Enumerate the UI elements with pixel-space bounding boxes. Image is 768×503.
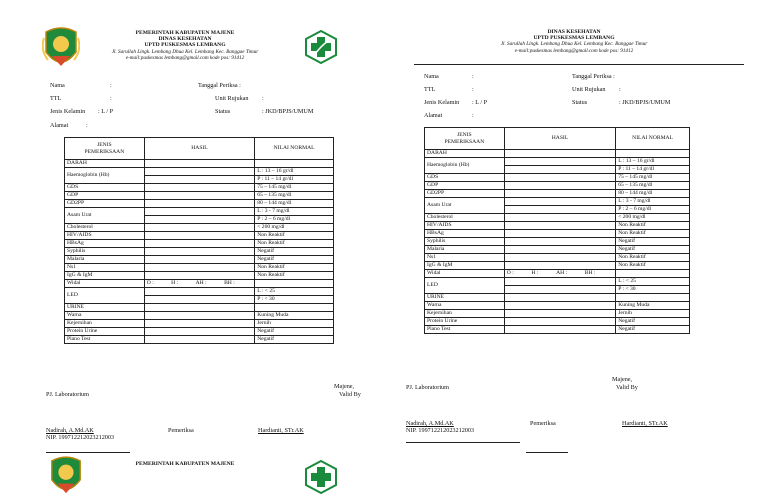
normal-value: Negatif	[616, 246, 690, 254]
label-tanggal-r: Tanggal Periksa :	[572, 73, 615, 80]
result-field[interactable]	[504, 206, 615, 214]
normal-value: Negatif	[616, 318, 690, 326]
exam-name: Syphilis	[425, 238, 505, 246]
widal-fields	[147, 280, 252, 287]
lab-row-plano-test-r	[425, 326, 690, 334]
lab-row-gd2pp	[65, 200, 334, 208]
exam-name: Protein Urine	[425, 318, 505, 326]
result-field[interactable]	[144, 176, 254, 184]
lab-row-kejernihan-r	[425, 310, 690, 318]
result-field[interactable]	[504, 262, 615, 270]
exam-name: DARAH	[425, 150, 505, 158]
exam-name: Asam Urat	[425, 198, 505, 214]
normal-value: L : 3 - 7 mg/dl	[255, 208, 334, 216]
result-field[interactable]	[144, 304, 254, 312]
normal-value: L : < 25	[255, 288, 334, 296]
lab-row-syphilis	[65, 248, 334, 256]
normal-value	[255, 160, 334, 168]
exam-name: Widal	[65, 280, 145, 288]
sign-place-r: Majene,	[612, 376, 633, 383]
label-alamat: Alamat	[50, 122, 69, 129]
lab-row-igg-igm	[65, 272, 334, 280]
result-field[interactable]	[144, 200, 254, 208]
normal-value: Negatif	[616, 326, 690, 334]
label-status: Status	[215, 108, 231, 115]
exam-name: Syphilis	[65, 248, 145, 256]
normal-value: Negatif	[255, 256, 334, 264]
normal-value	[616, 150, 690, 158]
result-field[interactable]	[144, 328, 254, 336]
label-nama-r: Nama	[424, 73, 439, 80]
widal-antigen-label: AH :	[195, 280, 207, 286]
normal-value	[616, 294, 690, 302]
colon-nama-r: :	[472, 73, 474, 80]
normal-value: < 200 mg/dl	[255, 224, 334, 232]
lab-row-widal-r	[425, 270, 690, 278]
col-header-hasil-r: HASIL	[504, 128, 615, 150]
colon-alamat-r: :	[472, 112, 474, 119]
result-field[interactable]	[144, 296, 254, 304]
result-field[interactable]	[504, 286, 615, 294]
exam-name: Asam Urat	[65, 208, 145, 224]
label-ttl: TTL	[50, 95, 62, 102]
exam-name: HBsAg	[65, 240, 145, 248]
result-field[interactable]	[504, 326, 615, 334]
value-jenis-kelamin-r: : L / P	[472, 99, 488, 106]
letterhead-right-address: Jl. Sarullah Lingk. Lembang Dhua Kel. Lembang Kec. Banggae Timur	[500, 41, 648, 48]
letterhead-email: e-mail:puskesmas lembang@gmail.com kode pos: 91412	[125, 54, 245, 61]
letterhead-right-dept: DINAS KESEHATAN	[547, 29, 601, 35]
exam-name: LED	[65, 288, 145, 304]
exam-name: Warna	[425, 302, 505, 310]
lab-row-gds-r	[425, 174, 690, 182]
exam-name: IgG & IgM	[425, 262, 505, 270]
col-header-jenis-l2: PEMERIKSAAN	[84, 148, 125, 155]
widal-antigen-label: BH :	[584, 270, 596, 276]
form-page-right	[404, 0, 764, 503]
normal-value: Non Reaktif	[616, 262, 690, 270]
letterhead-bottom-gov: PEMERINTAH KABUPATEN MAJENE	[135, 461, 235, 467]
lab-row-hiv-aids	[65, 232, 334, 240]
lab-row-asam-urat-r	[425, 198, 690, 206]
lab-row-haemoglobin-hb	[65, 168, 334, 176]
normal-value: P : 11 – 14 gr/dl	[255, 176, 334, 184]
result-field[interactable]	[504, 190, 615, 198]
exam-name: GDS	[65, 184, 145, 192]
normal-value: Non Reaktif	[616, 222, 690, 230]
lab-row-gdp-r	[425, 182, 690, 190]
result-field[interactable]	[504, 246, 615, 254]
lab-row-malaria-r	[425, 246, 690, 254]
letterhead-right	[404, 29, 744, 54]
normal-value: Non Reaktif	[255, 232, 334, 240]
result-field[interactable]	[504, 294, 615, 302]
lab-row-malaria	[65, 256, 334, 264]
lab-rows-right	[425, 150, 690, 334]
puskesmas-logo	[304, 30, 338, 64]
col-header-jenis	[65, 138, 145, 160]
colon-nama: :	[110, 82, 112, 89]
result-field[interactable]	[144, 272, 254, 280]
lab-row-urine	[65, 304, 334, 312]
lab-row-gd2pp-r	[425, 190, 690, 198]
sign-name-lab: Nadirah, A.Md.AK	[46, 427, 94, 434]
result-field[interactable]	[504, 270, 615, 278]
result-field[interactable]	[144, 232, 254, 240]
result-field[interactable]	[144, 320, 254, 328]
normal-value: 75 – 145 mg/dl	[255, 184, 334, 192]
exam-name: Kejernihan	[425, 310, 505, 318]
result-field[interactable]	[504, 158, 615, 166]
lab-row-protein-urine	[65, 328, 334, 336]
lab-rows	[65, 160, 334, 344]
value-status: : JKD/BPJS/UMUM	[262, 108, 314, 115]
sign-lab-title-r: PJ. Laboratorium	[406, 384, 449, 391]
sign-name-validator: Hardianti, STr.AK	[258, 427, 304, 434]
result-field[interactable]	[504, 318, 615, 326]
letterhead-bottom	[30, 461, 340, 467]
result-field[interactable]	[144, 208, 254, 216]
label-unit-r: Unit Rujukan	[572, 86, 606, 93]
label-unit: Unit Rujukan	[215, 95, 249, 102]
normal-value: 80 – 144 mg/dl	[255, 200, 334, 208]
lab-row-protein-urine-r	[425, 318, 690, 326]
normal-value: P : 11 – 14 gr/dl	[616, 166, 690, 174]
normal-value	[616, 270, 690, 278]
divider	[46, 452, 130, 453]
letterhead-address: Jl. Sarullah Lingk. Lembang Dhua Kel. Lembang Kec. Banggae Timur	[111, 48, 259, 55]
normal-value: L : 13 – 16 gr/dl	[616, 158, 690, 166]
label-nama: Nama	[50, 82, 65, 89]
lab-row-gds	[65, 184, 334, 192]
col-header-nilai: NILAI NORMAL	[255, 138, 334, 160]
label-ttl-r: TTL	[424, 86, 436, 93]
normal-value: Negatif	[255, 328, 334, 336]
normal-value: 80 – 144 mg/dl	[616, 190, 690, 198]
exam-name: Plano Test	[65, 336, 145, 344]
sign-lab-title: PJ. Laboratorium	[46, 391, 89, 398]
lab-row-darah-r	[425, 150, 690, 158]
col-header-jenis-r	[425, 128, 505, 150]
letterhead-unit: UPTD PUSKESMAS LEMBANG	[144, 42, 226, 49]
result-field[interactable]	[504, 222, 615, 230]
col-header-jenis-r-l2: PEMERIKSAAN	[444, 138, 485, 145]
exam-name: DARAH	[65, 160, 145, 168]
lab-row-led-r	[425, 278, 690, 286]
lab-row-warna	[65, 312, 334, 320]
widal-antigen-label: BH :	[224, 280, 235, 286]
result-field[interactable]	[144, 288, 254, 296]
colon-alamat: :	[86, 122, 88, 129]
colon-unit-r: :	[619, 86, 621, 93]
sign-pemeriksa-title-r: Pemeriksa	[530, 420, 556, 427]
normal-value: Non Reaktif	[616, 254, 690, 262]
sign-place: Majene,	[334, 383, 355, 390]
result-field[interactable]	[504, 182, 615, 190]
exam-name: Ns1	[425, 254, 505, 262]
normal-value: P : < 30	[255, 296, 334, 304]
label-jenis-kelamin-r: Jenis Kelamin	[424, 99, 460, 106]
normal-value: Negatif	[255, 336, 334, 344]
sign-pemeriksa-title: Pemeriksa	[168, 427, 194, 434]
exam-name: HIV/AIDS	[425, 222, 505, 230]
normal-value: L : 13 – 16 gr/dl	[255, 168, 334, 176]
widal-antigen-label: O :	[506, 270, 514, 276]
sign-valid-by: Valid By	[339, 391, 361, 398]
result-field[interactable]	[144, 216, 254, 224]
value-status-r: : JKD/BPJS/UMUM	[619, 99, 671, 106]
lab-row-widal	[65, 280, 334, 288]
normal-value: Non Reaktif	[616, 230, 690, 238]
result-field[interactable]	[144, 240, 254, 248]
normal-value: Kuning Muda	[616, 302, 690, 310]
lab-row-warna-r	[425, 302, 690, 310]
col-header-jenis-r-l1: JENIS	[457, 131, 472, 138]
lab-row-asam-urat	[65, 208, 334, 216]
result-field[interactable]	[504, 198, 615, 206]
result-field[interactable]	[144, 160, 254, 168]
colon-ttl-r: :	[472, 86, 474, 93]
result-field[interactable]	[504, 238, 615, 246]
letterhead	[30, 30, 340, 61]
normal-value: Non Reaktif	[255, 264, 334, 272]
exam-name: GDS	[425, 174, 505, 182]
normal-value: Negatif	[255, 248, 334, 256]
sign-nip-lab: NIP. 199712212023212003	[46, 434, 115, 441]
exam-name: Cholesterol	[65, 224, 145, 232]
exam-name: URINE	[65, 304, 145, 312]
exam-name: Malaria	[425, 246, 505, 254]
widal-fields	[507, 270, 613, 277]
result-field[interactable]	[144, 336, 254, 344]
col-header-jenis-l1: JENIS	[97, 141, 112, 148]
exam-name: Malaria	[65, 256, 145, 264]
puskesmas-logo-bottom	[304, 460, 338, 494]
sign-name-validator-r: Hardianti, STr.AK	[622, 420, 668, 427]
value-jenis-kelamin: : L / P	[98, 108, 114, 115]
letterhead-right-unit: UPTD PUSKESMAS LEMBANG	[533, 35, 615, 42]
normal-value: P : 2 – 6 mg/dl	[255, 216, 334, 224]
divider-r2	[526, 452, 568, 453]
label-alamat-r: Alamat	[424, 112, 443, 119]
colon-unit: :	[262, 95, 264, 102]
result-field[interactable]	[504, 230, 615, 238]
colon-ttl: :	[110, 95, 112, 102]
exam-name: GDP	[425, 182, 505, 190]
lab-row-cholesterol-r	[425, 214, 690, 222]
result-field[interactable]	[144, 184, 254, 192]
normal-value: P : 2 – 6 mg/dl	[616, 206, 690, 214]
exam-name: Widal	[425, 270, 505, 278]
lab-row-syphilis-r	[425, 238, 690, 246]
lab-results-table	[64, 137, 334, 344]
normal-value: Negatif	[616, 238, 690, 246]
col-header-hasil: HASIL	[144, 138, 254, 160]
sign-name-lab-r: Nadirah, A.Md.AK	[406, 420, 454, 427]
result-field[interactable]	[504, 254, 615, 262]
lab-row-plano-test	[65, 336, 334, 344]
lab-results-table-right	[424, 127, 690, 334]
exam-name: URINE	[425, 294, 505, 302]
exam-name: LED	[425, 278, 505, 294]
result-field[interactable]	[144, 312, 254, 320]
label-tanggal: Tanggal Periksa :	[198, 82, 241, 89]
normal-value	[255, 304, 334, 312]
lab-row-hbsag-r	[425, 230, 690, 238]
lab-row-hiv-aids-r	[425, 222, 690, 230]
lab-row-ns1	[65, 264, 334, 272]
exam-name: Haemoglobin (Hb)	[65, 168, 145, 184]
lab-row-urine-r	[425, 294, 690, 302]
header-divider	[414, 64, 744, 65]
exam-name: Haemoglobin (Hb)	[425, 158, 505, 174]
exam-name: Kejernihan	[65, 320, 145, 328]
letterhead-gov: PEMERINTAH KABUPATEN MAJENE	[135, 30, 235, 36]
widal-antigen-label: O :	[146, 280, 154, 286]
result-field[interactable]	[144, 264, 254, 272]
normal-value: Kuning Muda	[255, 312, 334, 320]
exam-name: Warna	[65, 312, 145, 320]
result-field[interactable]	[504, 214, 615, 222]
lab-row-led	[65, 288, 334, 296]
normal-value: Non Reaktif	[255, 272, 334, 280]
lab-row-ns1-r	[425, 254, 690, 262]
lab-row-igg-igm-r	[425, 262, 690, 270]
exam-name: Ns1	[65, 264, 145, 272]
normal-value: 65 – 135 mg/dl	[255, 192, 334, 200]
normal-value: P : < 30	[616, 286, 690, 294]
exam-name: HIV/AIDS	[65, 232, 145, 240]
normal-value: Non Reaktif	[255, 240, 334, 248]
widal-antigen-label: H :	[171, 280, 179, 286]
result-field[interactable]	[504, 150, 615, 158]
sign-valid-by-r: Valid By	[616, 384, 638, 391]
exam-name: IgG & IgM	[65, 272, 145, 280]
exam-name: GD2PP	[425, 190, 505, 198]
label-jenis-kelamin: Jenis Kelamin	[50, 108, 86, 115]
result-field[interactable]	[144, 224, 254, 232]
normal-value	[255, 280, 334, 288]
normal-value: Jernih	[616, 310, 690, 318]
lab-row-kejernihan	[65, 320, 334, 328]
letterhead-right-email: e-mail:puskesmas lembang@gmail.com kode pos: 91412	[514, 47, 634, 54]
result-field[interactable]	[144, 248, 254, 256]
normal-value: L : < 25	[616, 278, 690, 286]
sign-nip-lab-r: NIP. 199712212023212003	[406, 427, 475, 434]
normal-value: < 200 mg/dl	[616, 214, 690, 222]
result-field[interactable]	[144, 280, 254, 288]
result-field[interactable]	[504, 278, 615, 286]
result-field[interactable]	[144, 168, 254, 176]
divider-r1	[406, 442, 520, 443]
result-field[interactable]	[504, 310, 615, 318]
result-field[interactable]	[144, 192, 254, 200]
letterhead-dept: DINAS KESEHATAN	[158, 36, 212, 43]
result-field[interactable]	[504, 302, 615, 310]
exam-name: Cholesterol	[425, 214, 505, 222]
lab-row-darah	[65, 160, 334, 168]
normal-value: 65 – 135 mg/dl	[616, 182, 690, 190]
widal-antigen-label: AH :	[556, 270, 568, 276]
normal-value: Jernih	[255, 320, 334, 328]
exam-name: HBsAg	[425, 230, 505, 238]
result-field[interactable]	[144, 256, 254, 264]
exam-name: GDP	[65, 192, 145, 200]
lab-row-cholesterol	[65, 224, 334, 232]
result-field[interactable]	[504, 174, 615, 182]
lab-row-hbsag	[65, 240, 334, 248]
widal-antigen-label: H :	[531, 270, 539, 276]
normal-value: L : 3 - 7 mg/dl	[616, 198, 690, 206]
lab-row-gdp	[65, 192, 334, 200]
col-header-nilai-r: NILAI NORMAL	[616, 128, 690, 150]
normal-value: 75 – 145 mg/dl	[616, 174, 690, 182]
label-status-r: Status	[572, 99, 588, 106]
exam-name: Plano Test	[425, 326, 505, 334]
lab-row-haemoglobin-hb-r	[425, 158, 690, 166]
result-field[interactable]	[504, 166, 615, 174]
form-page-left	[12, 0, 372, 503]
exam-name: Protein Urine	[65, 328, 145, 336]
exam-name: GD2PP	[65, 200, 145, 208]
